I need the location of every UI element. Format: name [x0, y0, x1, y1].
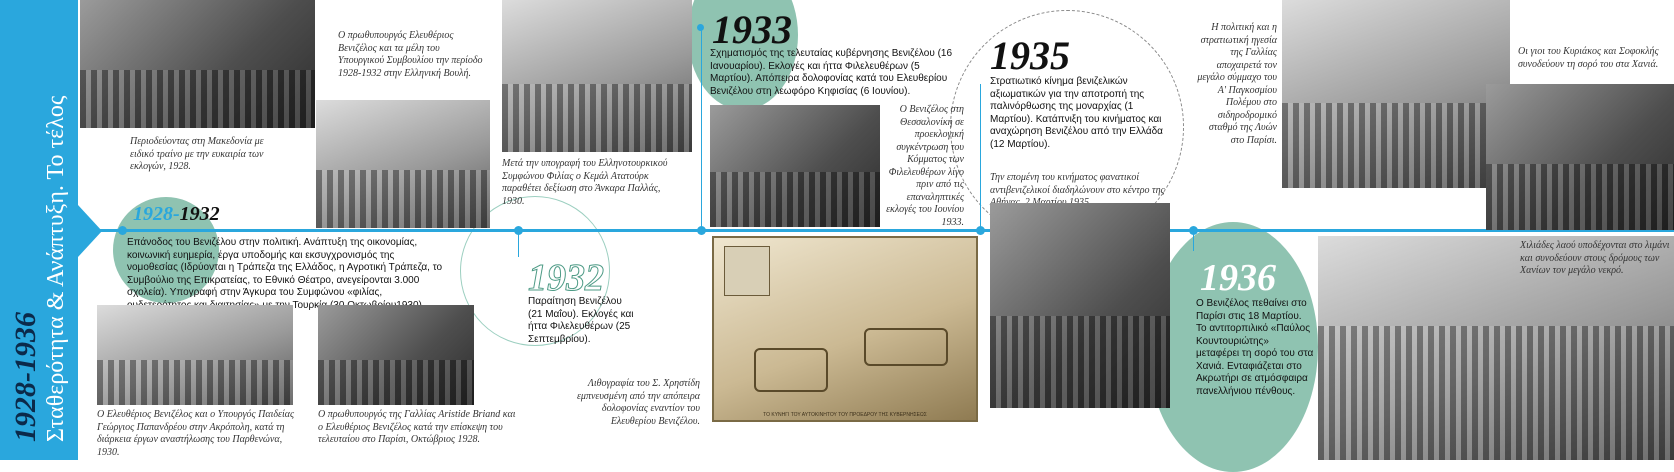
caption-chania-crowd: Χιλιάδες λαού υποδέχονται στο λιμάνι και συνοδεύουν στους δρόμους των Χανίων τον μεγάλο νεκρό.	[1520, 240, 1670, 276]
photo-lyon-station	[1282, 0, 1510, 188]
timeline-dot-1932	[514, 226, 523, 235]
timeline-tick-1933	[701, 28, 702, 229]
year-1928-end: 1932	[179, 203, 220, 225]
photo-campaign-train	[80, 0, 315, 128]
timeline-axis	[78, 229, 1674, 232]
lithograph-car-2	[864, 328, 948, 366]
text-1936: Ο Βενιζέλος πεθαίνει στο Παρίσι στις 18 Μαρτίου. Το αντιτορπιλικό «Παύλος Κουντουριώτης» μεταφέρει τη σορό του στα Χανιά. Ενταφιάζεται στο Ακρωτήρι σε ατμόσφαιρα πανελλήνιου πένθους.	[1196, 298, 1314, 397]
timeline-tick-1935	[980, 84, 981, 229]
photo-briand	[318, 305, 474, 405]
caption-sons: Οι γιοι του Κυριάκος και Σοφοκλής συνοδεύουν τη σορό του στα Χανιά.	[1518, 46, 1659, 70]
caption-demonstration: Την επομένη του κινήματος φανατικοί αντιβενιζελικοί διαδηλώνουν στο κέντρο της	[990, 172, 1165, 196]
caption-acropolis: Ο Ελευθέριος Βενιζέλος και ο Υπουργός Παιδείας Γεώργιος Παπανδρέου στην Ακρόπολη, κατά τη διάρκεια έργων αναστήλωσης του Παρθενώνα, 1930.	[97, 409, 295, 458]
year-1928-1932	[133, 203, 220, 226]
text-1928-1932: Επάνοδος του Βενιζέλου στην πολιτική. Ανάπτυξη της οικονομίας, κοινωνική ευημερία, έργα υποδομής και εκσυγχρονισμός της νομοθεσίας (Ιδρύονται η Τράπεζα της Ελλάδος, η Αγροτική Τράπεζα, το Συμβούλιο της Επικρατείας, το Εθνικό Θέατρο, ανεγείρονται 3.000 σχολεία). Υπογραφή στην Άγκυρα του Συμφώνου «φιλίας, Τουρκία	[127, 237, 443, 311]
year-1928-start: 1928-	[133, 203, 180, 225]
year-1936: 1936	[1200, 257, 1276, 299]
caption-briand: Ο πρωθυπουργός της Γαλλίας Aristide Briand και ο Ελευθέριος Βενιζέλος κατά την επίσκεψη του τελευταίου στο Παρίσι, Οκτώβριος 1928.	[318, 409, 516, 445]
photo-thessaloniki-rally	[710, 105, 880, 227]
timeline-dot-1936	[1189, 226, 1198, 235]
year-1935: 1935	[990, 33, 1070, 78]
year-1932: 1932	[528, 257, 604, 299]
photo-ankara-reception	[502, 0, 692, 152]
text-1935: Στρατιωτικό κίνημα βενιζελικών αξιωματικών για την αποτροπή της παλινόρθωσης της μοναρχίας (1 Μαρτίου). Κατάπνιξη του κινήματος και αναχώρηση Βενιζέλου από την Ελλάδα (12 Μαρτίου).	[990, 76, 1163, 150]
photo-acropolis	[97, 305, 293, 405]
timeline-dot-1928	[118, 226, 127, 235]
text-1932: Παραίτηση Βενιζέλου (21 Μαΐου). Εκλογές και ήττα Φιλελευθέρων (25 Σεπτεμβρίου).	[528, 296, 634, 345]
timeline-dot-1933-top	[697, 24, 704, 31]
caption-lithograph: Λιθογραφία του Σ. Χρηστίδη εμπνευσμένη από την απόπειρα δολοφονίας εναντίον του Ελευθερίου Βενιζέλου.	[576, 378, 700, 427]
banner-subtitle: Σταθερότητα & Ανάπτυξη. Το τέλος	[43, 95, 69, 442]
banner-title-block	[8, 0, 72, 452]
caption-france-farewell: Η πολιτική και η στρατιωτική ηγεσία της Γαλλίας αποχαιρετά τον μεγάλο σύμμαχο του Α' Παγκοσμίου Πολέμου στο σιδηροδρομικό σταθμό της Λυών στο Παρίσι.	[1197, 22, 1277, 146]
photo-ministers	[316, 100, 490, 228]
text-1933: Σχηματισμός της τελευταίας κυβέρνησης Βενιζέλου (16 Ιανουαρίου). Εκλογές και ήττα Φιλελευθέρων (5 Μαρτίου). Απόπειρα δολοφονίας κατά του Ελευθερίου Βενιζέλου στη λεωφόρο Κηφισίας (6 Ιουνίου).	[710, 48, 953, 97]
caption-ankara-reception: Μετά την υπογραφή του Ελληνοτουρκικού Συμφώνου Φιλίας ο Κεμάλ Ατατούρκ παραθέτει δεξίωση στο Άνκαρα Παλλάς, 1930.	[502, 158, 668, 207]
timeline-dot-1935	[976, 226, 985, 235]
caption-ministers: Ο πρωθυπουργός Ελευθέριος Βενιζέλος και τα μέλη του Υπουργικού Συμβουλίου την περίοδο 1928-1932 στην Ελληνική Βουλή.	[338, 30, 483, 79]
timeline-dot-1933	[697, 226, 706, 235]
banner-years: 1928-1936	[9, 312, 42, 442]
year-1933: 1933	[712, 7, 792, 52]
caption-thessaloniki-rally: Ο Βενιζέλος στη Θεσσαλονίκη σε προεκλογική συγκέντρωση του Κόμματος των Φιλελευθέρων λίγο πριν από τις επαναληπτικές εκλογές του Ιουνίου 1933.	[886, 104, 964, 228]
caption-campaign-train: Περιοδεύοντας στη Μακεδονία με ειδικό τραίνο με την ευκαιρία των εκλογών, 1928.	[130, 136, 264, 172]
photo-sons-coffin	[1486, 84, 1674, 230]
lithograph-portrait	[724, 246, 770, 296]
lithograph-footer: ΤΟ ΚΥΝΗΓΙ ΤΟΥ ΑΥΤΟΚΙΝΗΤΟΥ ΤΟΥ ΠΡΟΕΔΡΟΥ ΤΗΣ ΚΥΒΕΡΝΗΣΕΩΣ	[763, 412, 927, 418]
lithograph-car-1	[754, 348, 828, 392]
lithograph-image	[712, 236, 978, 422]
photo-demonstration	[990, 203, 1170, 408]
